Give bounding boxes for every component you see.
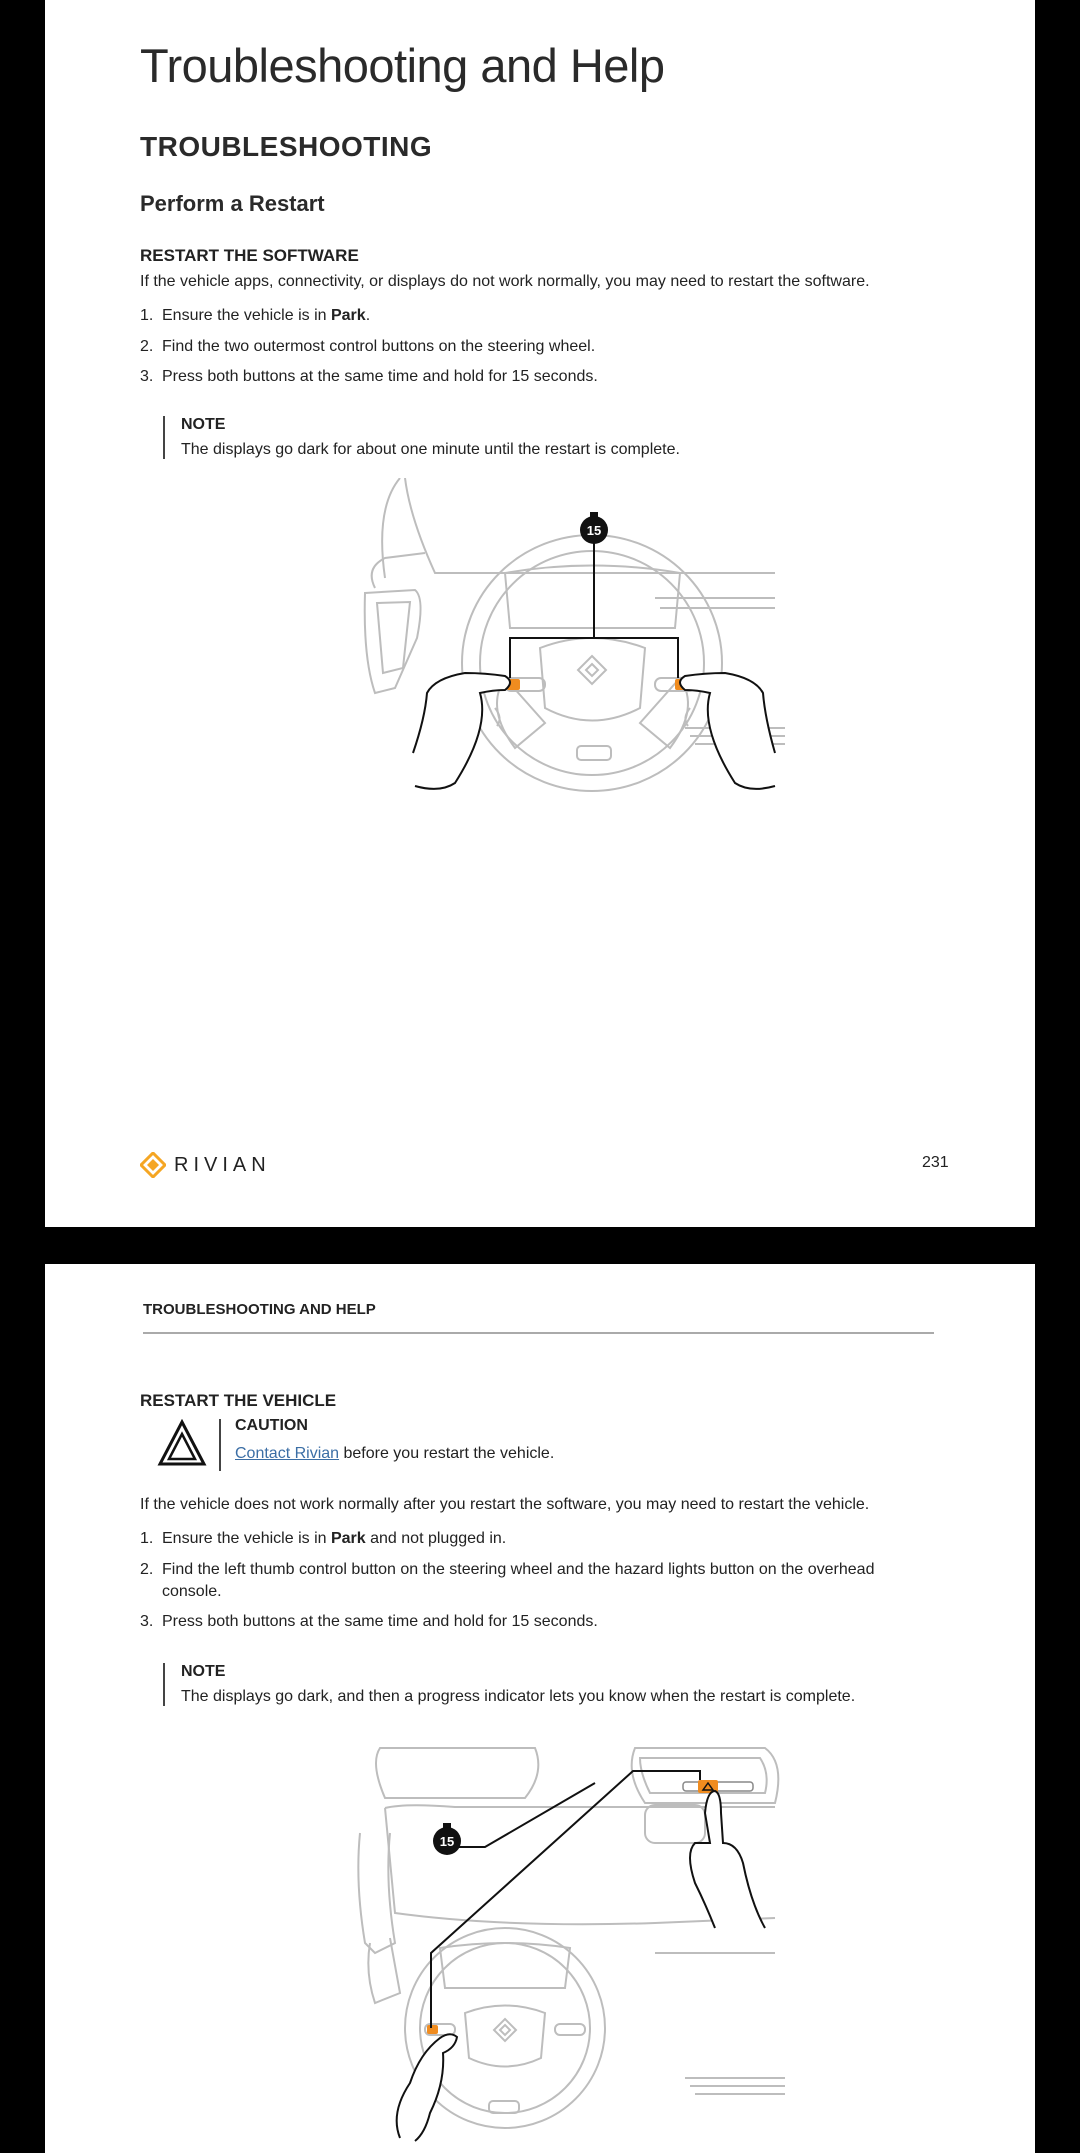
note-title: NOTE <box>181 416 226 433</box>
note-title: NOTE <box>181 1663 226 1680</box>
timer-icon <box>580 512 608 544</box>
list-item: 3. Press both buttons at the same time and hold for 15 seconds. <box>140 1613 598 1630</box>
svg-text:15: 15 <box>586 523 602 538</box>
page-title: Troubleshooting and Help <box>140 39 665 92</box>
rivian-logo <box>140 1152 271 1178</box>
left-thumb-button <box>427 2025 438 2034</box>
caution-box <box>157 1417 857 1475</box>
note-body: The displays go dark for about one minute until the restart is complete. <box>181 441 680 458</box>
note-body: The displays go dark, and then a progress indicator lets you know when the restart is complete. <box>181 1688 856 1705</box>
restart-vehicle-intro: If the vehicle does not work normally after you restart the software, you may need to restart the vehicle. <box>140 1496 870 1513</box>
running-header: TROUBLESHOOTING AND HELP <box>143 1301 376 1318</box>
list-item: 2. Find the two outermost control buttons on the steering wheel. <box>140 338 596 355</box>
brand-name: RIVIAN <box>174 1153 271 1176</box>
restart-software-heading: RESTART THE SOFTWARE <box>140 246 359 265</box>
list-item: 1. Ensure the vehicle is in Park. <box>140 307 371 324</box>
restart-software-steps <box>140 305 598 388</box>
page-number: 231 <box>922 1154 949 1171</box>
manual-page-232 <box>45 1264 1035 2153</box>
caution-divider <box>219 1419 221 1471</box>
restart-vehicle-heading: RESTART THE VEHICLE <box>140 1391 337 1410</box>
caution-triangle-icon <box>157 1419 207 1467</box>
steering-wheel-illustration <box>355 478 795 814</box>
note-box <box>163 1663 855 1706</box>
contact-rivian-link[interactable]: Contact Rivian <box>235 1445 340 1462</box>
caution-title: CAUTION <box>235 1417 308 1434</box>
cabin-illustration <box>355 1743 795 2153</box>
header-divider <box>143 1332 934 1334</box>
list-item: 3. Press both buttons at the same time and hold for 15 seconds. <box>140 368 598 385</box>
rivian-logo-icon <box>140 1152 166 1178</box>
manual-page-231 <box>45 0 1035 1227</box>
subsection-heading: Perform a Restart <box>140 191 325 216</box>
list-item: 1. Ensure the vehicle is in Park and not plugged in. <box>140 1530 507 1547</box>
restart-software-intro: If the vehicle apps, connectivity, or displays do not work normally, you may need to restart the software. <box>140 273 870 290</box>
svg-text:15: 15 <box>439 1834 455 1849</box>
list-item: 2. Find the left thumb control button on the steering wheel and the hazard lights button on the overhead console. <box>140 1561 875 1600</box>
note-box <box>163 416 680 459</box>
caution-body: Contact Rivian before you restart the vehicle. <box>235 1445 555 1462</box>
restart-vehicle-steps <box>140 1528 874 1633</box>
section-heading: TROUBLESHOOTING <box>140 131 433 162</box>
timer-icon <box>433 1823 461 1855</box>
